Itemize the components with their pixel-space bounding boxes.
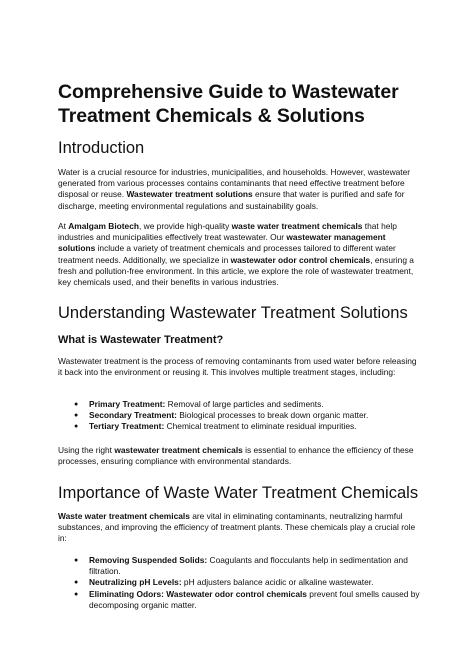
text-run: that help industries and municipalities effectively treat wastewater. Our (58, 221, 397, 243)
text-run: Removal of large particles and sediments. (165, 399, 324, 409)
section-heading-understanding: Understanding Wastewater Treatment Solutions (58, 304, 408, 322)
understanding-paragraph-2 (58, 445, 420, 467)
bold-text: Removing Suspended Solids: (89, 555, 208, 565)
bullet-icon: ● (74, 590, 79, 598)
chemical-roles-list (58, 555, 420, 611)
bold-text: wastewater odor control chemicals (230, 254, 371, 265)
document-title: Comprehensive Guide to Wastewater Treatment Chemicals & Solutions (58, 81, 399, 127)
text-run: include a variety of treatment chemicals and processes tailored to different water treatment needs. Additionally, we specialize in (58, 243, 396, 265)
list-item (58, 589, 420, 611)
text-run: prevent foul smells caused by decomposing organic matter. (89, 588, 420, 610)
bullet-icon: ● (74, 401, 79, 408)
text-run: ensure that water is purified and safe for discharge, meeting environmental regulations and sustainability goals. (58, 189, 405, 211)
text-run: Chemical treatment to eliminate residual impurities. (164, 421, 357, 432)
list-item (58, 410, 420, 421)
bold-text: Tertiary Treatment: (89, 421, 165, 432)
bullet-icon: ● (74, 412, 79, 420)
subheading-what-is-wastewater-treatment: What is Wastewater Treatment? (58, 334, 224, 346)
bold-text: Neutralizing pH Levels: (89, 577, 182, 588)
section-heading-importance: Importance of Waste Water Treatment Chemicals (58, 484, 419, 502)
text-run: At (58, 221, 69, 231)
bold-text: wastewater management solutions (58, 232, 386, 254)
text-run: are vital in eliminating contaminants, neutralizing harmful substances, and improving the efficiency of treatment plants. These chemicals play a crucial role in: (58, 511, 416, 544)
bullet-icon: ● (74, 423, 79, 431)
bold-text: Secondary Treatment: (89, 410, 177, 421)
list-item (58, 399, 420, 410)
understanding-paragraph-1 (58, 356, 420, 378)
text-run: Using the right (58, 445, 115, 455)
text-run: is essential to enhance the efficiency of these processes, ensuring compliance with environmental standards. (58, 445, 414, 467)
bold-text: Wastewater treatment solutions (126, 189, 253, 200)
bold-text: wastewater treatment chemicals (114, 445, 243, 455)
bold-text: Eliminating Odors: (89, 588, 164, 599)
bullet-icon: ● (74, 579, 79, 587)
bold-text: Primary Treatment: (89, 399, 166, 409)
bold-text: Wastewater odor control chemicals (166, 588, 307, 599)
section-heading-introduction: Introduction (58, 139, 145, 157)
text-run: , ensuring a fresh and pollution-free environment. In this article, we explore the role of wastewater treatment, key chemicals used, and their benefits in various industries. (58, 254, 414, 288)
list-item (58, 555, 420, 577)
importance-paragraph-1 (58, 511, 420, 545)
text-run: Biological processes to break down organic matter. (176, 410, 369, 421)
intro-paragraph-2 (58, 221, 420, 288)
text-run: , we provide high-quality (139, 221, 232, 231)
list-item (58, 421, 420, 432)
treatment-stages-list (58, 399, 420, 433)
bold-text: Waste water treatment chemicals (58, 511, 190, 521)
text-run: pH adjusters balance acidic or alkaline wastewater. (181, 577, 374, 588)
list-item (58, 577, 420, 588)
bullet-icon: ● (74, 557, 79, 564)
bold-text: Amalgam Biotech (68, 221, 139, 231)
text-run: Wastewater treatment is the process of removing contaminants from used water before releasing it back into the environment or reusing it. This involves multiple treatment stages, including: (58, 356, 417, 378)
intro-paragraph-1 (58, 167, 420, 212)
bold-text: waste water treatment chemicals (231, 221, 363, 231)
text-run: Water is a crucial resource for industries, municipalities, and households. However, wastewater generated from various processes contains contaminants that need effective treatment before disposal or reuse. (58, 167, 411, 200)
text-run: Coagulants and flocculants help in sedimentation and filtration. (89, 555, 408, 577)
